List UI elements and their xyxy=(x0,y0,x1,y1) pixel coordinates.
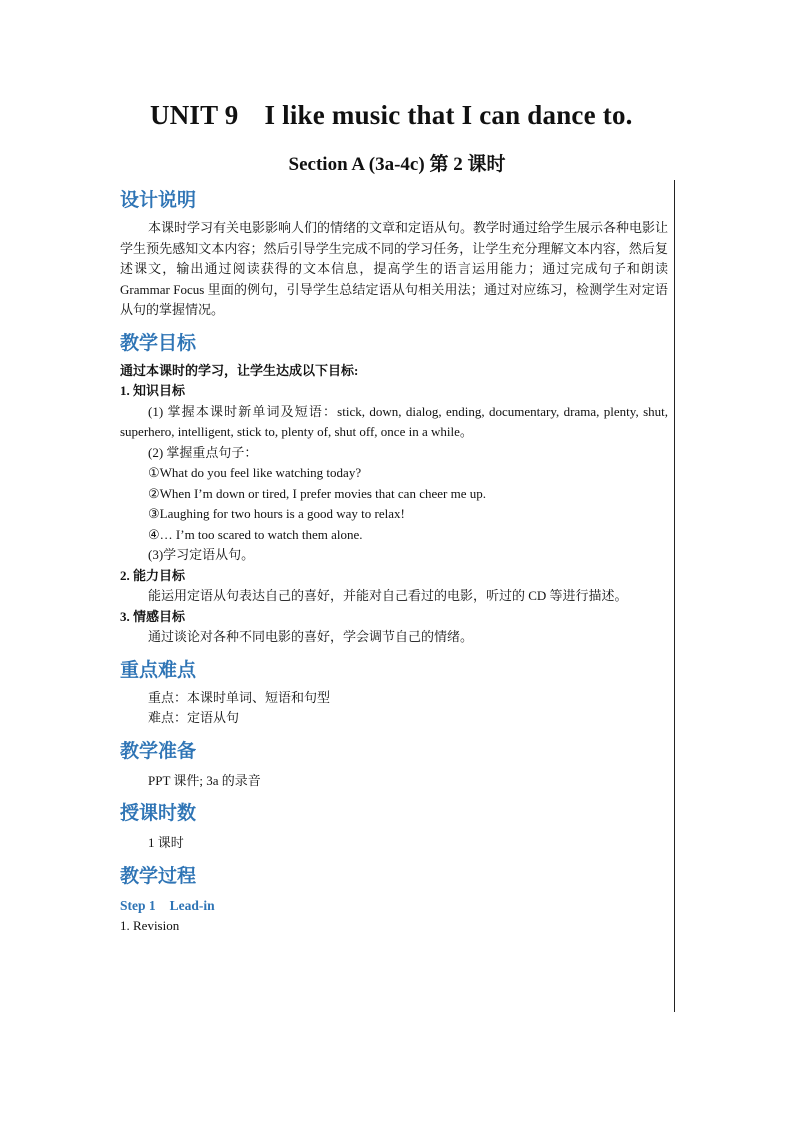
step-1-heading xyxy=(120,896,668,916)
design-heading: 设计说明 xyxy=(120,189,197,211)
hours-heading: 授课时数 xyxy=(120,802,197,824)
knowledge-item-3: (3)学习定语从句。 xyxy=(148,547,255,562)
objectives-heading: 教学目标 xyxy=(120,331,197,354)
unit-number: UNIT 9 xyxy=(150,100,239,130)
emotion-title: 3. 情感目标 xyxy=(120,608,186,624)
key-sentence-1: ①What do you feel like watching today? xyxy=(148,465,362,480)
key-sentence-4: ④… I’m too scared to watch them alone. xyxy=(148,526,363,542)
knowledge-title: 1. 知识目标 xyxy=(120,383,186,398)
ability-title: 2. 能力目标 xyxy=(120,567,186,583)
emotion-text: 通过谈论对各种不同电影的喜好，学会调节自己的情绪。 xyxy=(148,629,474,644)
difficult-point: 难点：定语从句 xyxy=(148,710,240,725)
process-heading: 教学过程 xyxy=(120,864,197,887)
key-sentence-2: ②When I’m down or tired, I prefer movies that can cheer me up. xyxy=(148,485,486,501)
key-sentence-3: ③Laughing for two hours is a good way to relax! xyxy=(148,506,405,521)
revision-item: 1. Revision xyxy=(120,917,180,933)
knowledge-item-2: (2) 掌握重点句子： xyxy=(148,444,258,460)
keypoints-heading: 重点难点 xyxy=(120,658,197,681)
preparation-text: PPT 课件; 3a 的录音 xyxy=(148,772,261,788)
design-text: 本课时学习有关电影影响人们的情绪的文章和定语从句。教学时通过给学生展示各种电影让学生预先感知文本内容；然后引导学生完成不同的学习任务，让学生充分理解文本内容，然后复述课文，输出通过阅读获得的文本信息，提高学生的语言运用能力；通过完成句子和朗读 Grammar Focus 里面的例句，引导学生总结定语从句相关用法；通过对应练习，检测学生对定语从句的掌握情况。 xyxy=(120,220,669,317)
preparation-heading: 教学准备 xyxy=(120,739,197,762)
step-label: Step 1 xyxy=(120,897,156,913)
lesson-subtitle: Section A (3a-4c) 第 2 课时 xyxy=(288,154,506,175)
knowledge-item-1: (1) 掌握本课时新单词及短语：stick, down, dialog, ending, documentary, drama, plenty, shut, superhero, intelligent, stick to, plenty of, shut off, once in a while。 xyxy=(120,403,668,439)
unit-title xyxy=(150,100,680,131)
unit-title-text: I like music that I can dance to. xyxy=(264,100,633,130)
table-border-line xyxy=(674,180,675,1012)
key-point: 重点：本课时单词、短语和句型 xyxy=(148,689,331,705)
lesson-plan-body xyxy=(120,186,668,936)
hours-text: 1 课时 xyxy=(148,835,184,850)
step-name: Lead-in xyxy=(169,897,215,913)
ability-text: 能运用定语从句表达自己的喜好，并能对自己看过的电影，听过的 CD 等进行描述。 xyxy=(148,588,628,603)
objectives-intro: 通过本课时的学习，让学生达成以下目标: xyxy=(120,362,359,378)
